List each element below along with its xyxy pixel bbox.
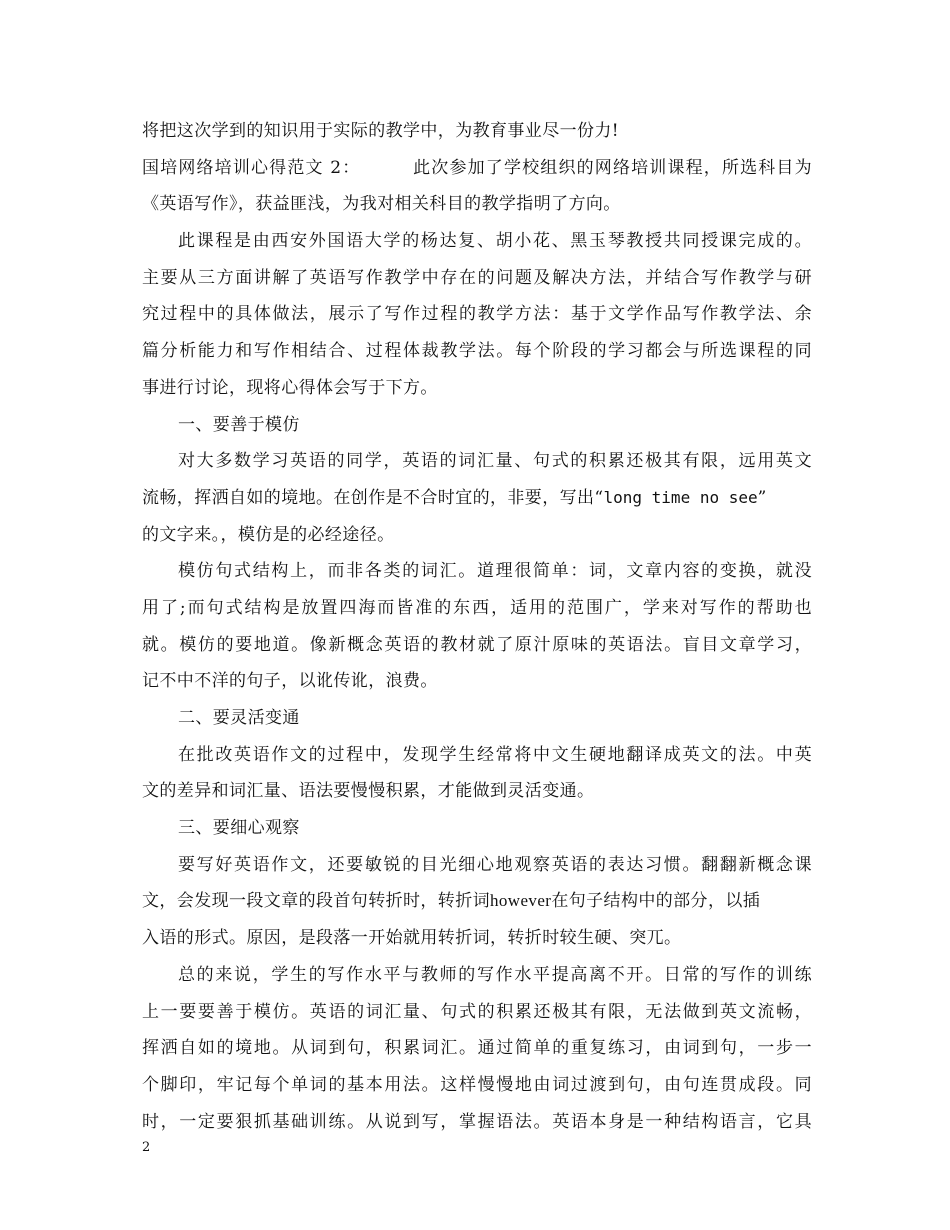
text-line: 《英语写作》，获益匪浅，为我对相关科目的教学指明了方向。 (142, 194, 621, 215)
text-line (142, 150, 812, 187)
english-phrase: long time no see (603, 487, 758, 507)
text-line: 入语的形式。原因，是段落一开始就用转折词，转折时较生硬、突兀。 (142, 928, 682, 949)
subheading: 一、要善于模仿 (178, 414, 300, 435)
paragraph-first-line: 此课程是由西安外国语大学的杨达复、胡小花、黑玉琴教授共同授课完成的。 (178, 231, 812, 252)
paragraph-first-line: 在批改英语作文的过程中，发现学生经常将中文生硬地翻译成英文的法。中英 (178, 744, 812, 765)
text-line: 事进行讨论，现将心得体会写于下方。 (142, 377, 438, 398)
text-line: 的文字来。，模仿是的必经途径。 (142, 524, 395, 545)
english-word: however (490, 891, 552, 911)
page-number: 2 (142, 1140, 151, 1155)
text-line: 上一要要善于模仿。英语的词汇量、句式的积累还极其有限，无法做到英文流畅， (142, 1001, 812, 1022)
text-run: ” (757, 487, 767, 508)
text-run: 此次参加了学校组织的网络培训课程，所选科目为 (412, 157, 812, 178)
text-line: 篇分析能力和写作相结合、过程体裁教学法。每个阶段的学习都会与所选课程的同 (142, 341, 812, 362)
text-line: 用了;而句式结构是放置四海而皆准的东西，适用的范围广，学来对写作的帮助也 (142, 597, 812, 618)
text-line: 就。模仿的要地道。像新概念英语的教材就了原汁原味的英语法。盲目文章学习， (142, 634, 812, 655)
text-line (142, 480, 812, 517)
document-body (142, 113, 812, 1140)
text-line: 文的差异和词汇量、语法要慢慢积累，才能做到灵活变通。 (142, 781, 595, 802)
text-line: 时，一定要狠抓基础训练。从说到写，掌握语法。英语本身是一种结构语言，它具 (142, 1111, 812, 1132)
subheading: 二、要灵活变通 (178, 708, 300, 728)
text-line: 主要从三方面讲解了英语写作教学中存在的问题及解决方法，并结合写作教学与研 (142, 267, 812, 288)
paragraph-first-line: 总的来说，学生的写作水平与教师的写作水平提高离不开。日常的写作的训练 (178, 964, 812, 985)
section-heading: 国培网络培训心得范文 2： (142, 157, 361, 178)
text-line: 记不中不洋的句子，以讹传讹，浪费。 (142, 671, 438, 692)
text-line: 个脚印，牢记每个单词的基本用法。这样慢慢地由词过渡到句，由句连贯成段。同 (142, 1074, 812, 1095)
text-line: 将把这次学到的知识用于实际的教学中，为教育事业尽一份力! (142, 121, 620, 141)
text-run: 文，会发现一段文章的段首句转折时，转折词 (142, 891, 490, 912)
text-run: 流畅，挥洒自如的境地。在创作是不合时宜的，非要，写出“ (142, 487, 604, 508)
text-run: 在句子结构中的部分，以插 (551, 891, 761, 912)
paragraph-first-line: 对大多数学习英语的同学，英语的词汇量、句式的积累还极其有限，远用英文 (178, 451, 812, 472)
text-line: 挥洒自如的境地。从词到句，积累词汇。通过简单的重复练习，由词到句，一步一 (142, 1038, 812, 1059)
paragraph-first-line: 要写好英语作文，还要敏锐的目光细心地观察英语的表达习惯。翻翻新概念课 (178, 854, 812, 875)
paragraph-first-line: 模仿句式结构上，而非各类的词汇。道理很简单：词，文章内容的变换，就没 (178, 561, 812, 582)
text-line (142, 883, 812, 920)
text-line: 究过程中的具体做法，展示了写作过程的教学方法：基于文学作品写作教学法、余 (142, 304, 812, 325)
subheading: 三、要细心观察 (178, 818, 300, 839)
